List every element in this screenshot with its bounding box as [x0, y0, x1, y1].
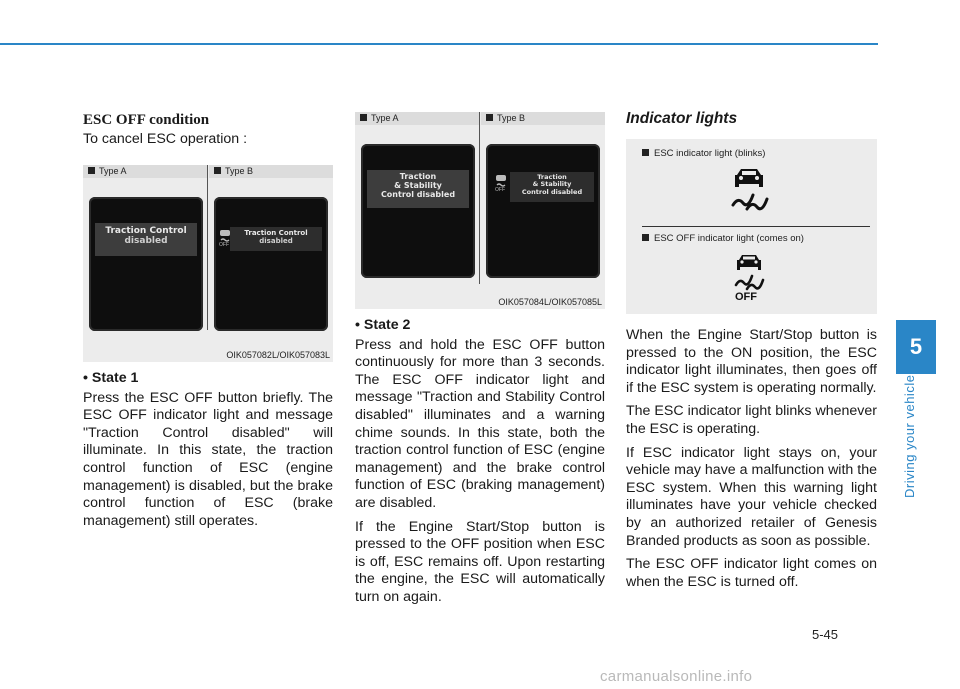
state-2-title: • State 2: [355, 317, 411, 333]
indicator-para-2: The ESC indicator light blinks whenever the ESC is operating.: [626, 403, 877, 437]
traction-control-message: Traction Control disabled: [95, 223, 197, 256]
indicator-para-4: The ESC OFF indicator light comes on when the ESC is turned off.: [626, 556, 877, 590]
intro-text: To cancel ESC operation :: [83, 131, 248, 147]
chapter-tab: 5: [896, 320, 936, 374]
restart-text: If the Engine Start/Stop button is pressed to the OFF position when ESC is off, ESC remains off. Upon restarting the engine, the ESC will automatically turn on again.: [355, 518, 605, 605]
type-a-header: Type A: [355, 112, 479, 125]
state-2-block: [355, 317, 605, 613]
cluster-screen-type-b: [486, 144, 600, 278]
watermark: carmanualsonline.info: [600, 668, 753, 685]
figure-code: OIK057082L/OIK057083L: [226, 350, 330, 360]
state-1-title: • State 1: [83, 370, 139, 386]
indicator-lights-box: [626, 139, 877, 314]
cluster-screen-type-a: [89, 197, 203, 331]
square-bullet-icon: [214, 167, 221, 174]
indicator-lights-heading: Indicator lights: [626, 110, 738, 127]
section-side-label: Driving your vehicle: [902, 374, 917, 498]
esc-off-figure-2: [355, 112, 605, 309]
square-bullet-icon: [88, 167, 95, 174]
square-bullet-icon: [642, 149, 649, 156]
type-a-header: Type A: [83, 165, 207, 178]
traction-control-message: Traction Control disabled: [230, 227, 322, 251]
state-1-block: [83, 370, 333, 536]
esc-indicator-label: ESC indicator light (blinks): [642, 148, 765, 159]
square-bullet-icon: [642, 234, 649, 241]
esc-off-indicator-icon: OFF: [494, 174, 508, 196]
cluster-screen-type-b: [214, 197, 328, 331]
figure-code: OIK057084L/OIK057085L: [498, 297, 602, 307]
page-number: 5-45: [812, 627, 839, 642]
figure-divider: [479, 112, 480, 284]
section-heading: ESC OFF condition: [83, 112, 210, 128]
esc-off-figure-1: [83, 165, 333, 362]
state-2-text: Press and hold the ESC OFF button continuously for more than 3 seconds. The ESC OFF indicator light and message "Traction and Stability Control disabled" illuminates and a warning chime sounds. In this state, both the traction control function of ESC (engine management) and the brake control function of ESC (braking management) are disabled.: [355, 336, 605, 511]
indicator-para-1: When the Engine Start/Stop button is pressed to the ON position, the ESC indicator light illuminates, then goes off if the ESC system is operating normally.: [626, 327, 877, 396]
square-bullet-icon: [360, 114, 367, 121]
cluster-screen-type-a: [361, 144, 475, 278]
traction-stability-message: Traction & Stability Control disabled: [367, 170, 469, 208]
type-b-header: Type B: [209, 165, 333, 178]
state-1-text: Press the ESC OFF button briefly. The ESC OFF indicator light and message "Traction Control disabled" will illuminate. In this state, the traction control function of ESC (engine management) is disabled, but the brake control function of ESC (brake management) still operates.: [83, 389, 333, 529]
esc-off-indicator-icon: OFF: [732, 253, 766, 307]
traction-stability-message: Traction & Stability Control disabled: [510, 172, 594, 202]
square-bullet-icon: [486, 114, 493, 121]
esc-indicator-icon: [727, 167, 771, 215]
figure-divider: [207, 165, 208, 330]
box-divider: [642, 226, 870, 227]
top-rule: [0, 43, 878, 45]
esc-off-indicator-icon: OFF: [218, 229, 232, 249]
esc-off-indicator-label: ESC OFF indicator light (comes on): [642, 233, 804, 244]
type-b-header: Type B: [481, 112, 605, 125]
indicator-text-block: [626, 327, 877, 597]
indicator-para-3: If ESC indicator light stays on, your vehicle may have a malfunction with the ESC system. When this warning light illuminates have your vehicle checked by an authorized retailer of Genesis Branded products as soon as possible.: [626, 444, 877, 549]
